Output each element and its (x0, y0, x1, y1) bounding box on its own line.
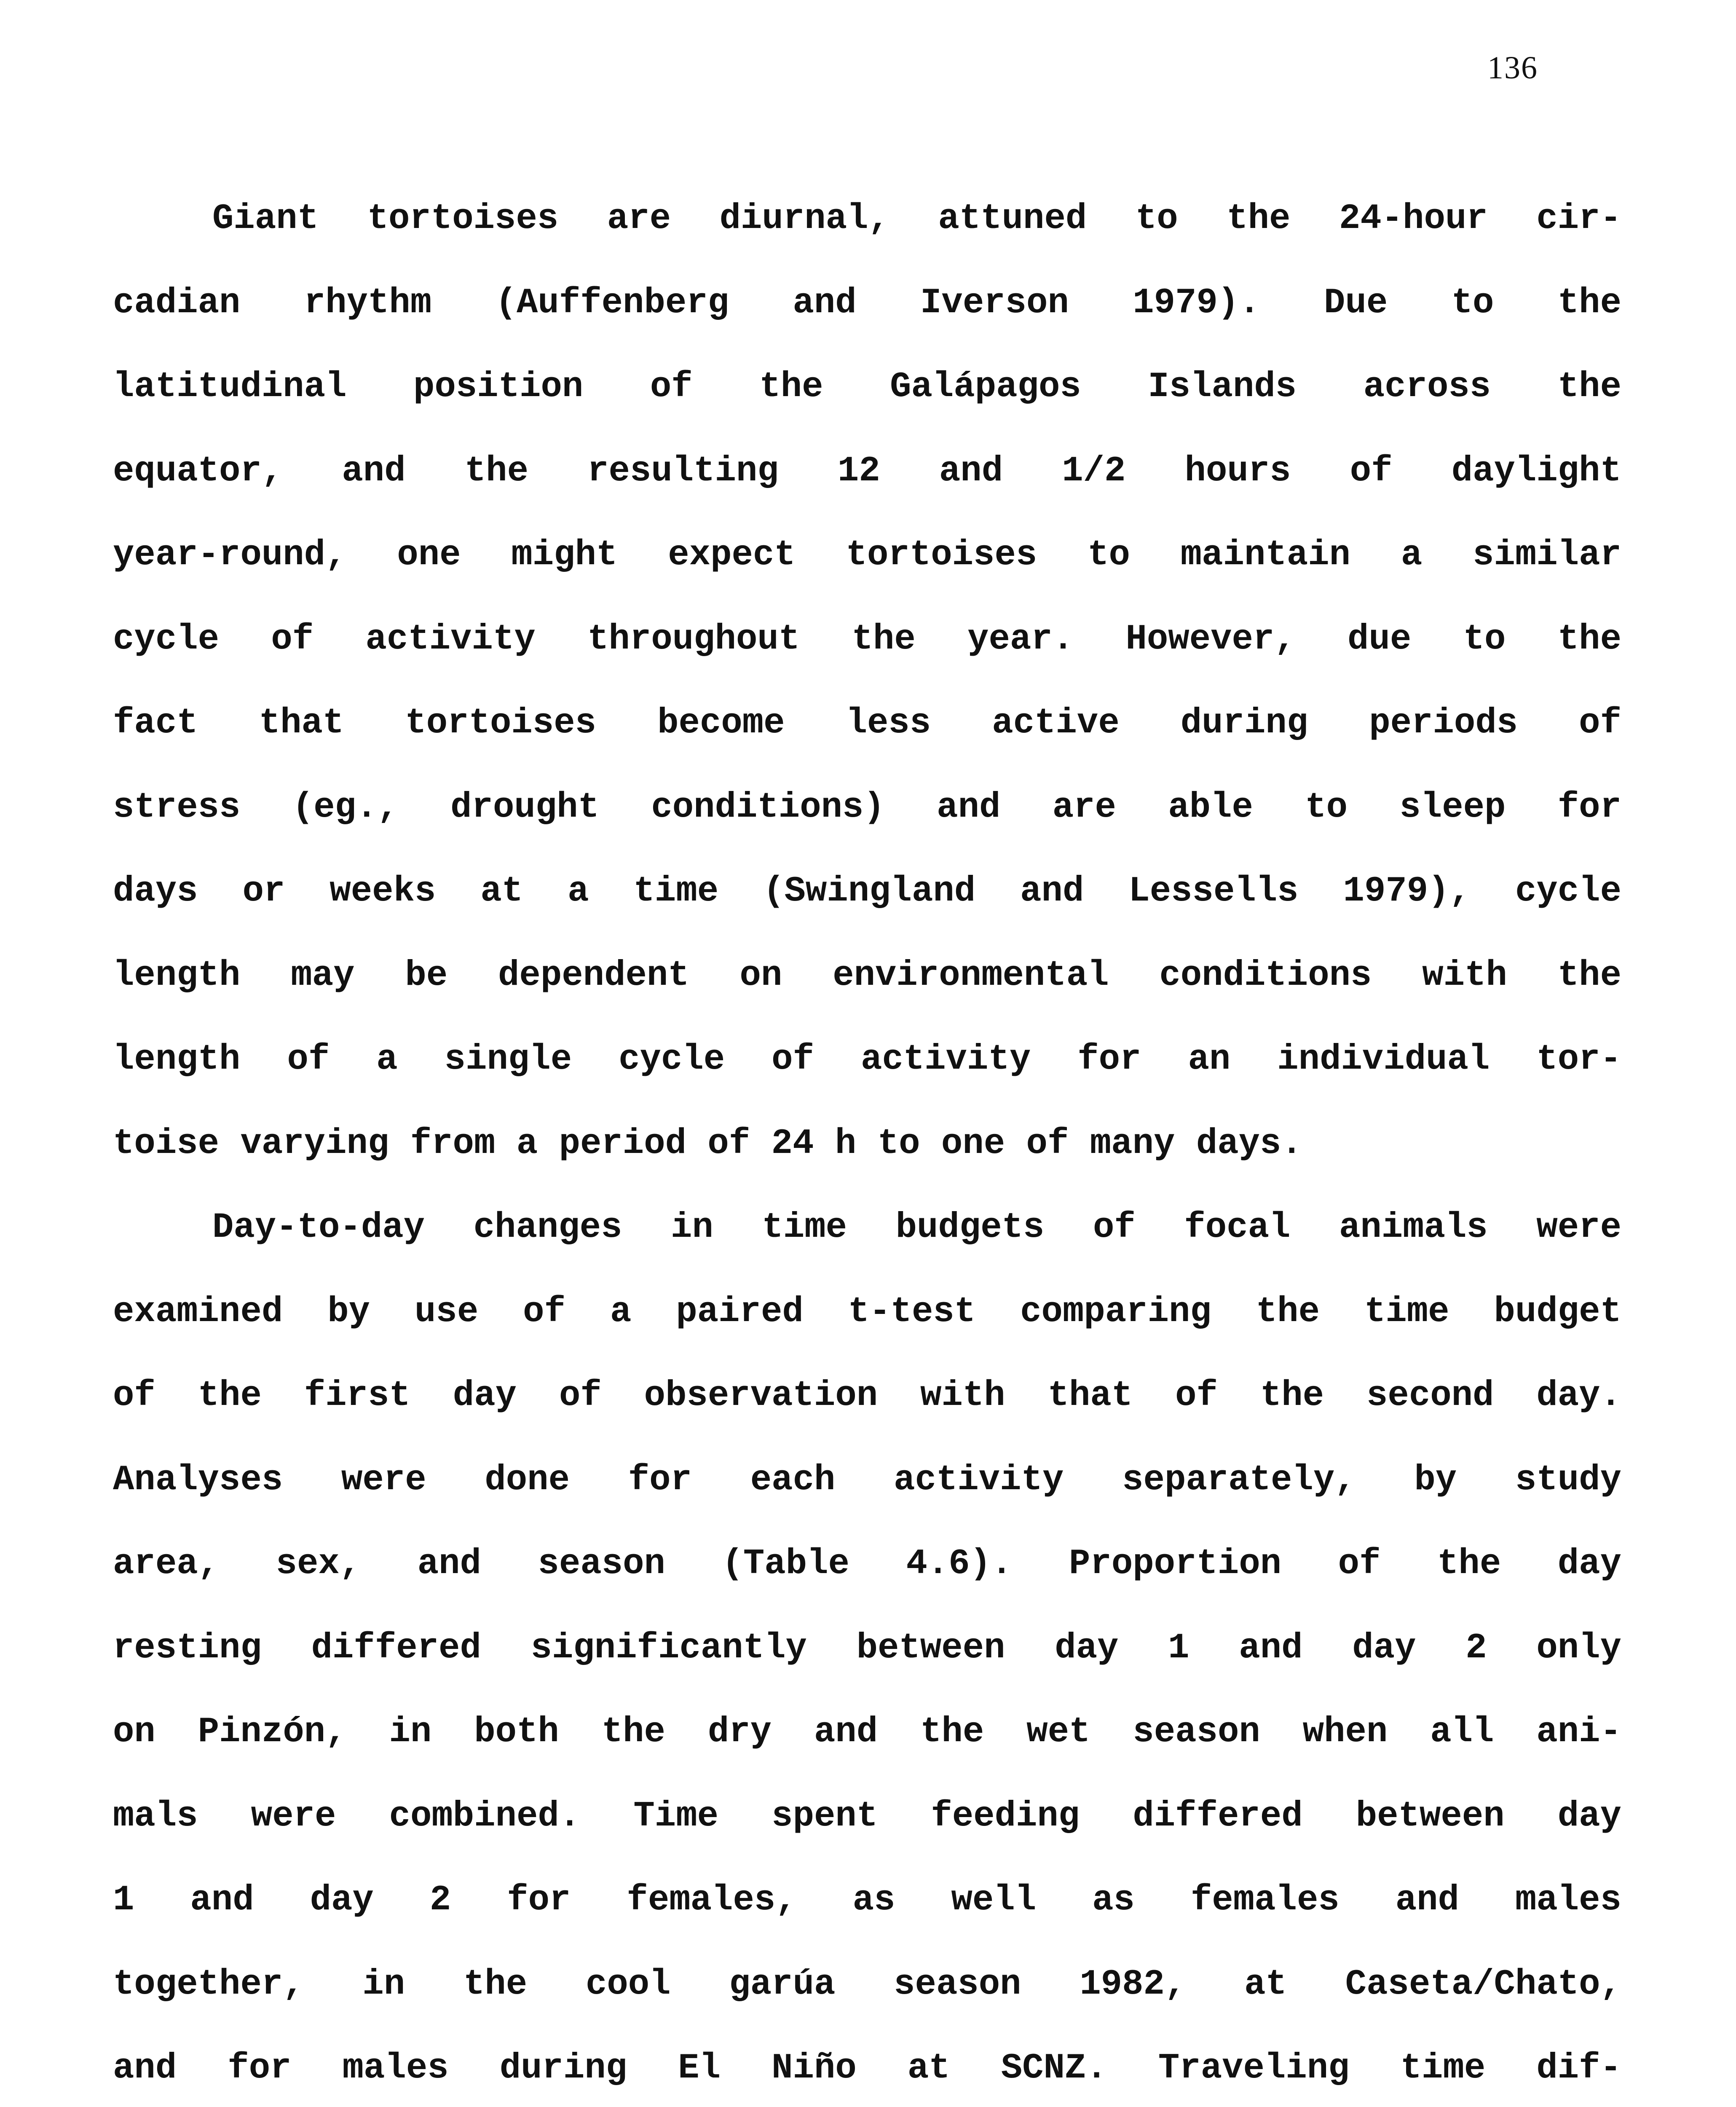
text-line: on Pinzón, in both the dry and the wet season when all ani- (113, 1712, 1621, 1752)
text-line: and for males during El Niño at SCNZ. Traveling time dif- (113, 2048, 1621, 2088)
page-number: 136 (1487, 50, 1538, 86)
text-line: fact that tortoises become less active during periods of (113, 703, 1621, 743)
text-line: cadian rhythm (Auffenberg and Iverson 1979). Due to the (113, 283, 1621, 323)
text-line: area, sex, and season (Table 4.6). Proportion of the day (113, 1544, 1621, 1584)
text-line: Giant tortoises are diurnal, attuned to the 24-hour cir- (212, 199, 1621, 239)
text-line: examined by use of a paired t-test comparing the time budget (113, 1292, 1621, 1332)
text-line: length of a single cycle of activity for an individual tor- (113, 1040, 1621, 1080)
text-line: mals were combined. Time spent feeding differed between day (113, 1796, 1621, 1836)
text-line: together, in the cool garúa season 1982, at Caseta/Chato, (113, 1964, 1621, 2005)
text-line: resting differed significantly between day 1 and day 2 only (113, 1628, 1621, 1668)
text-line: of the first day of observation with that of the second day. (113, 1376, 1621, 1416)
body-text (113, 177, 1621, 2107)
text-line: days or weeks at a time (Swingland and Lessells 1979), cycle (113, 871, 1621, 911)
text-line: toise varying from a period of 24 h to one of many days. (113, 1123, 1302, 1164)
text-line: equator, and the resulting 12 and 1/2 hours of daylight (113, 451, 1621, 491)
text-line: length may be dependent on environmental conditions with the (113, 955, 1621, 996)
text-line: 1 and day 2 for females, as well as females and males (113, 1880, 1621, 1920)
text-line: latitudinal position of the Galápagos Islands across the (113, 367, 1621, 407)
text-line: year-round, one might expect tortoises to maintain a similar (113, 535, 1621, 575)
text-line: stress (eg., drought conditions) and are able to sleep for (113, 787, 1621, 828)
text-line: Day-to-day changes in time budgets of focal animals were (212, 1208, 1621, 1248)
text-line: Analyses were done for each activity separately, by study (113, 1460, 1621, 1500)
text-line: cycle of activity throughout the year. However, due to the (113, 619, 1621, 659)
